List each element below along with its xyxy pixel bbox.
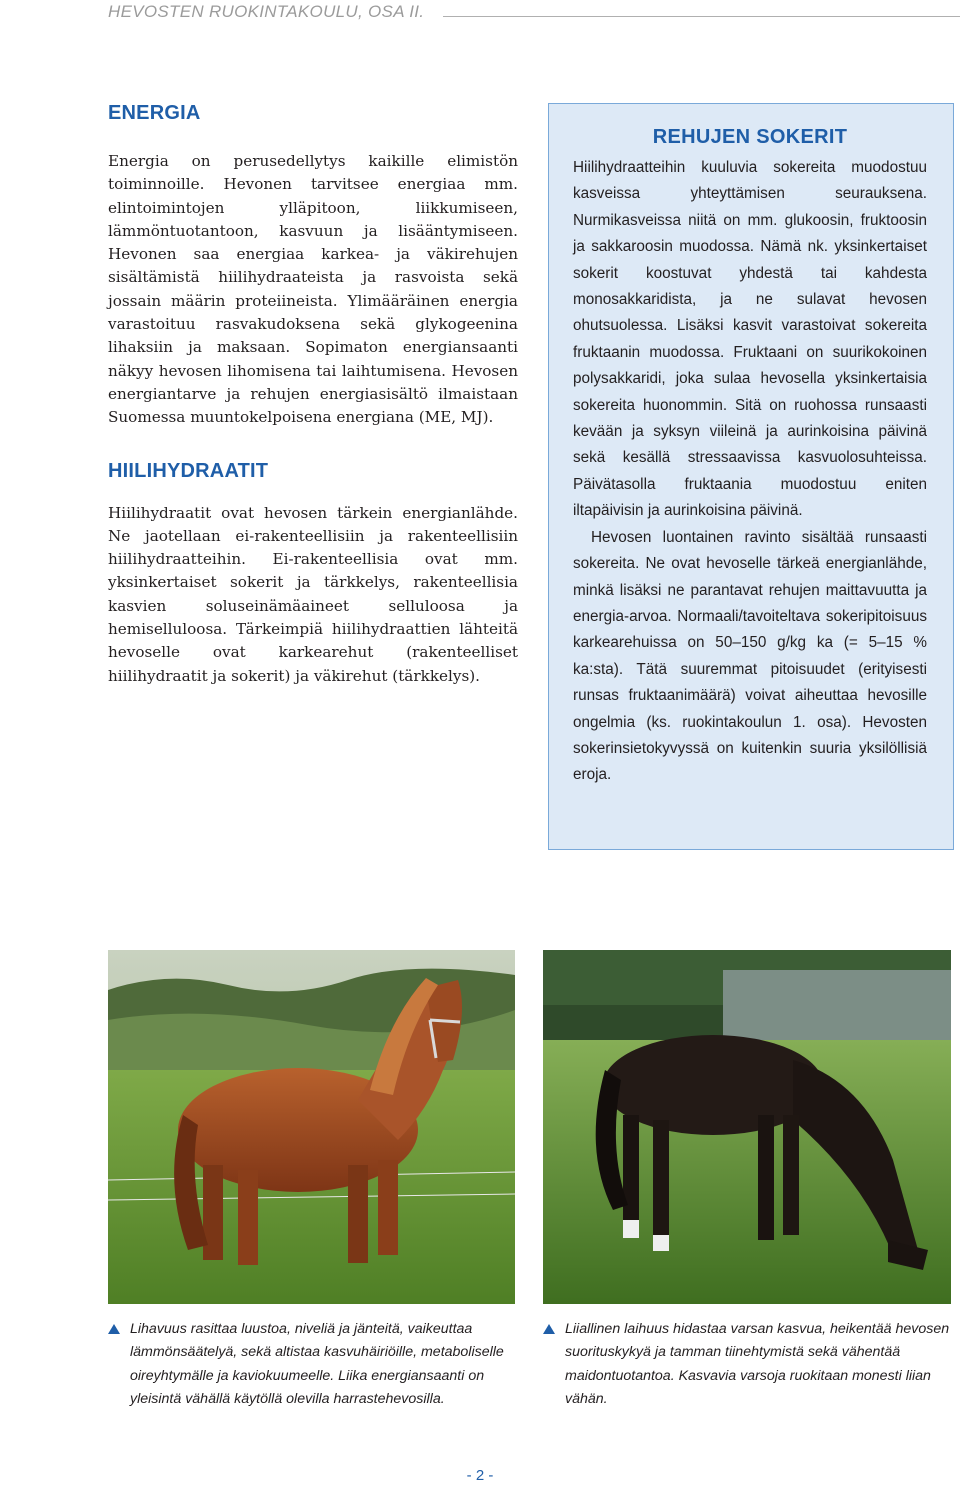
sidebox-heading: REHUJEN SOKERIT bbox=[652, 126, 848, 148]
energia-heading: ENERGIA bbox=[108, 102, 201, 124]
header-rule bbox=[443, 16, 960, 17]
page-number: - 2 - bbox=[466, 1467, 494, 1484]
caption-overweight bbox=[108, 1318, 518, 1412]
caption-right-text: Liiallinen laihuus hidastaa varsan kasvua, heikentää hevosen suorituskykyä ja tamman tiinehtymistä sekä vähentää maidontuotantoa. Kasvavia varsoja ruokitaan monesti liian vähän. bbox=[565, 1321, 950, 1408]
caption-thin bbox=[543, 1318, 951, 1412]
overweight-horse-photo bbox=[108, 950, 515, 1304]
caption-left-text: Lihavuus rasittaa luustoa, niveliä ja jänteitä, vaikeuttaa lämmönsäätelyä, sekä altistaa kasvuhäiriöille, metaboliselle oireyhtymälle ja kaviokuumeelle. Liika energiansaanti on yleisintä vähällä käytöllä olevilla harrastehevosilla. bbox=[130, 1321, 504, 1408]
energia-paragraph: Energia on perusedellytys kaikille elimistön toiminnoille. Hevonen tarvitsee energiaa mm. elintoimintojen ylläpitoon, liikkumiseen, lämmöntuotantoon, kasvuun ja lisääntymiseen. Hevonen saa energiaa karkea- ja väkirehujen sisältämistä hiilihydraateista ja rasvoista sekä jossain määrin proteiineista. Ylimääräinen energia varastoituu rasvakudoksena sekä glykogeenina lihaksiin ja maksaan. Sopimaton energiansaanti näkyy hevosen lihomisena tai laihtumisena. Hevosen energiantarve ja rehujen energiasisältö ilmaistaan Suomessa muuntokelpoisena energiana (ME, MJ). bbox=[108, 152, 518, 427]
triangle-bullet-icon bbox=[108, 1324, 120, 1334]
running-title: HEVOSTEN RUOKINTAKOULU, OSA II. bbox=[108, 2, 425, 21]
running-header bbox=[108, 2, 960, 24]
thin-horse-photo bbox=[543, 950, 951, 1304]
sugars-sidebox bbox=[548, 103, 954, 850]
main-column bbox=[108, 100, 518, 688]
hiilihydraatit-heading: HIILIHYDRAATIT bbox=[108, 459, 269, 482]
hiilihydraatit-paragraph: Hiilihydraatit ovat hevosen tärkein energianlähde. Ne jaotellaan ei-rakenteellisiin ja rakenteellisiin hiilihydraatteihin. Ei-rakenteellisia ovat mm. yksinkertaiset sokerit ja tärkkelys, rakenteellisia kasvien soluseinämäaineet selluloosa ja hemiselluloosa. Tärkeimpiä hiilihydraattien lähteitä hevoselle ovat karkearehut (rakenteelliset hiilihydraatit ja sokerit) ja väkirehut (tärkkelys). bbox=[108, 503, 518, 685]
sidebox-paragraph-2: Hevosen luontainen ravinto sisältää runsaasti sokereita. Ne ovat hevoselle tärkeä energianlähde, minkä lisäksi ne parantavat rehujen maittavuutta ja energia-arvoa. Normaali/tavoiteltava sokeripitoisuus karkearehuissa on 50–150 g/kg ka (= 5–15 % ka:sta). Tätä suuremmat pitoisuudet (erityisesti runsas fruktaanimäärä) voivat aiheuttaa hevosille ongelmia (ks. ruokintakoulun 1. osa). Hevosten sokerinsietokyvyssä on kuitenkin suuria yksilöllisiä eroja. bbox=[573, 528, 927, 784]
triangle-bullet-icon bbox=[543, 1324, 555, 1334]
sidebox-paragraph-1: Hiilihydraatteihin kuuluvia sokereita muodostuu kasveissa yhteyttämisen seurauksena. Nurmikasveissa niitä on mm. glukoosin, fruktoosin ja sakkaroosin muodossa. Nämä nk. yksinkertaiset sokerit koostuvat yhdestä tai kahdesta monosakkaridista, ja ne sulavat hevosen ohutsuolessa. Lisäksi kasvit varastoivat sokereita fruktaanin muodossa. Fruktaani on suurikokoinen polysakkaridi, joka sulaa hevosella yksinkertaisia sokereita huonommin. Sitä on ruohossa runsaasti kevään ja syksyn viileinä ja aurinkoisina päivinä sekä kesällä stressaavissa kasvuolosuhteissa. Päivätasolla fruktaania muodostuu eniten iltapäivisin ja aurinkoisina päivinä. bbox=[573, 159, 927, 520]
